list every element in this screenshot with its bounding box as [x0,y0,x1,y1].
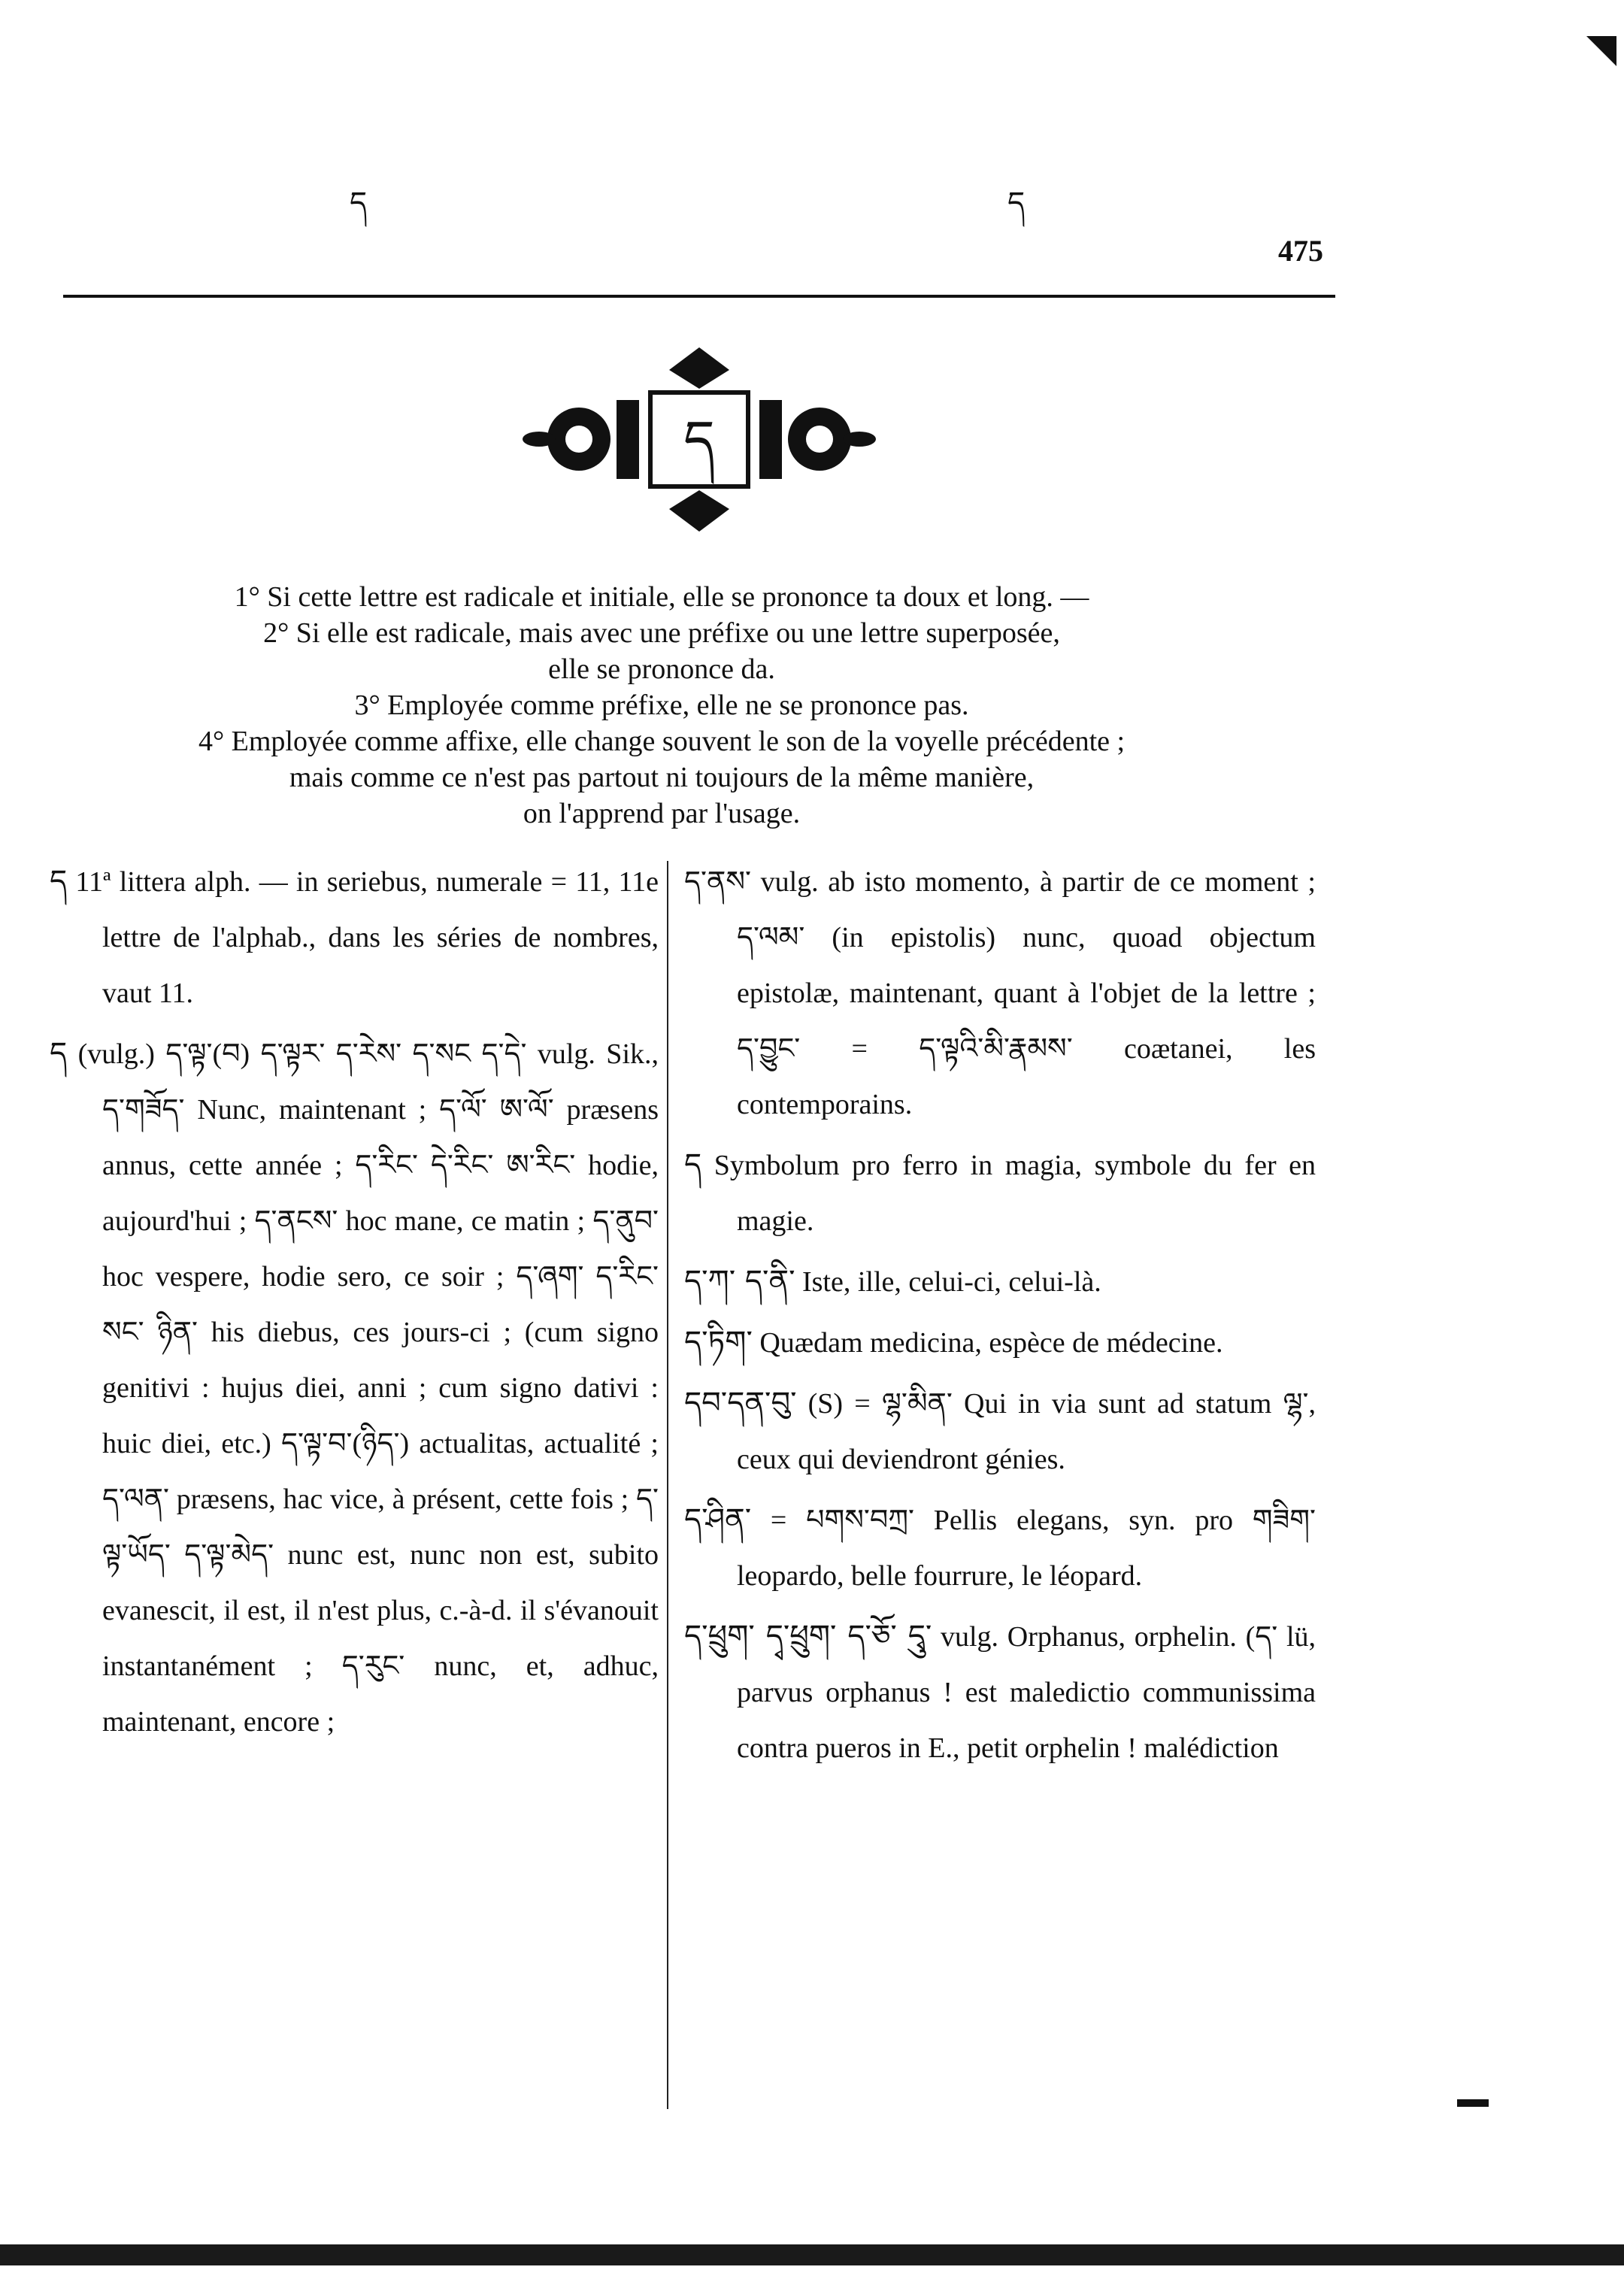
entry-headword: ད [50,864,68,899]
dictionary-entry [684,1137,1316,1249]
entry-text: (S) = ལྷ་མིན་ Qui in via sunt ad statum ལྷ་, ceux qui deviendront génies. [737,1388,1316,1475]
entry-headword: དབ་དན་བུ་ [684,1386,797,1420]
header-center-letter: ད [1007,186,1026,220]
ornament-letter: ད [683,408,715,471]
intro-line: 4° Employée comme affixe, elle change souvent le son de la voyelle précédente ; [198,726,1126,757]
intro-line: 2° Si elle est radicale, mais avec une préfixe ou une lettre superposée, [263,617,1060,649]
ornament-graphic [523,347,876,532]
header-left-letter: ད [350,186,368,220]
entry-headword: ད་ཕྲུག་ དྭ་ཕྲུག་ ད་ཅོ་ དྭུ་ [684,1619,932,1653]
page-number: 475 [1278,234,1323,268]
entry-text: Quædam medicina, espèce de médecine. [759,1327,1223,1359]
left-column [50,853,659,1754]
entry-headword: ད་ཤིན་ [684,1502,752,1537]
entry-text: vulg. Orphanus, orphelin. (ད་ lü, parvus orphanus ! est maledictio communissima contra pueros in E., petit orphelin ! malédiction [737,1621,1316,1764]
entry-text: Iste, ille, celui-ci, celui-là. [801,1266,1101,1298]
intro-line: 1° Si cette lettre est radicale et initiale, elle se prononce ta doux et long. — [234,581,1089,613]
dictionary-entry [684,1253,1316,1310]
dictionary-entry [50,853,659,1021]
intro-line: mais comme ce n'est pas partout ni toujours de la même manière, [289,762,1035,793]
scan-corner-mark [1586,36,1616,66]
right-column [684,853,1316,1780]
section-ornament [523,347,876,532]
entry-text: 11ª littera alph. — in seriebus, numerale = 11, 11e lettre de l'alphab., dans les séries de nombres, vaut 11. [75,866,659,1009]
dictionary-entry [684,1375,1316,1487]
scan-bottom-edge [0,2244,1624,2265]
header-rule [63,295,1335,298]
column-divider [667,861,668,2109]
intro-line: on l'apprend par l'usage. [523,798,801,829]
entry-headword: ད [684,1147,702,1182]
intro-notes [75,579,1248,832]
dictionary-entry [50,1026,659,1750]
entry-headword: ད་ཏིག་ [684,1325,753,1359]
intro-line: 3° Employée comme préfixe, elle ne se prononce pas. [354,689,969,721]
scan-margin-mark [1457,2099,1489,2107]
dictionary-entry [684,1492,1316,1604]
dictionary-entry [684,853,1316,1132]
dictionary-entry [684,1608,1316,1776]
dictionary-entry [684,1314,1316,1371]
entry-text: = པགས་བཀྲ་ Pellis elegans, syn. pro གཟིག་ leopardo, belle fourrure, le léopard. [737,1505,1316,1592]
entry-headword: ད [50,1036,68,1071]
entry-text: Symbolum pro ferro in magia, symbole du fer en magie. [714,1150,1316,1237]
entry-headword: ད་ཀ་ ད་ནི་ [684,1264,795,1299]
intro-line: elle se prononce da. [548,653,775,685]
entry-text: ད་ནས་ vulg. ab isto momento, à partir de ce moment ; ད་ལམ་ (in epistolis) nunc, quoad objectum epistolæ, maintenant, quant à l'objet de la lettre ; ད་བྱུང་ = ད་ལྟའི་མི་རྣམས་ coætanei, les contemporains. [684,866,1316,1120]
entry-text: (vulg.) ད་ལྟ་(བ) ད་ལྟར་ ད་རེས་ ད་སང ད་དེ་ vulg. Sik., ད་གཟོད་ Nunc, maintenant ; ད་ལོ་ ཨ་ལོ་ præsens annus, cette année ; ད་རིང་ དེ་རིང་ ཨ་རིང་ hodie, aujourd'hui ; ད་ནངས་ hoc mane, ce matin ; ད་ནུབ་ hoc vespere, hodie sero, ce soir ; ད་ཞག་ ད་རིང་སང་ ཉིན་ his diebus, ces jours-ci ; (cum signo genitivi : hujus diei, anni ; cum signo dativi : huic diei, etc.) ད་ལྟ་བ་(ཉིད་) actualitas, actualité ; ད་ལན་ præsens, hac vice, à présent, cette fois ; ད་ལྟ་ཡོད་ ད་ལྟ་མེད་ nunc est, nunc non est, subito evanescit, il est, il n'est plus, c.-à-d. il s'évanouit instantanément ; ད་རུང་ nunc, et, adhuc, maintenant, encore ; [77,1038,659,1738]
